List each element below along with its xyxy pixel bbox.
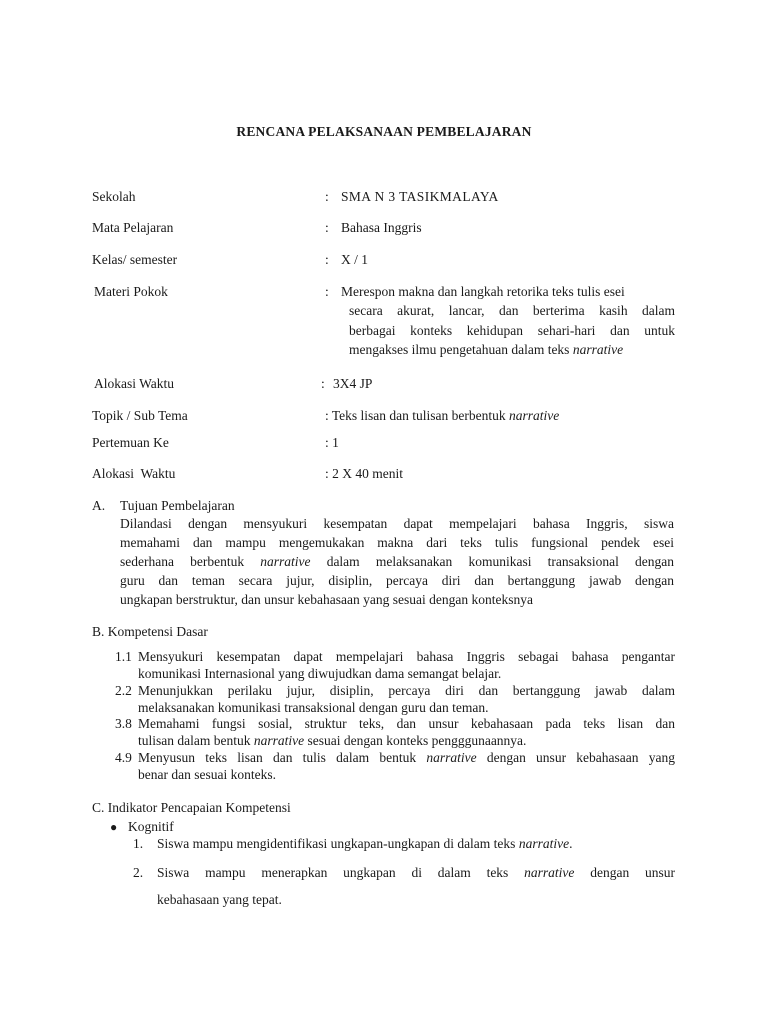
- value-sekolah: SMA N 3 TASIKMALAYA: [341, 189, 499, 204]
- kd-number: 3.8: [115, 716, 132, 731]
- document-title: RENCANA PELAKSANAAN PEMBELAJARAN: [236, 124, 532, 139]
- value-materi-line-2: secara akurat, lancar, dan berterima kasih dalam: [349, 303, 675, 318]
- section-a-line-5: ungkapan berstruktur, dan unsur kebahasaan yang sesuai dengan konteksnya: [120, 592, 533, 607]
- label-alokasi-waktu-1: Alokasi Waktu: [94, 376, 175, 391]
- label-pertemuan: Pertemuan Ke: [92, 435, 169, 450]
- section-b-heading: B. Kompetensi Dasar: [92, 624, 208, 639]
- materi-pokok-continuation: [349, 301, 675, 360]
- label-mata-pelajaran: Mata Pelajaran: [92, 220, 174, 235]
- section-a-line-2: memahami dan mampu mengemukakan makna dari teks tulis fungsional pendek esei: [120, 535, 674, 550]
- indicator-number: 2.: [133, 865, 144, 880]
- kd-number: 4.9: [115, 750, 132, 765]
- value-pertemuan: : 1: [325, 435, 339, 450]
- colon-materi-pokok: :: [325, 284, 329, 299]
- colon-kelas: :: [325, 252, 329, 267]
- value-materi-line-4: mengakses ilmu pengetahuan dalam teks narrative: [349, 342, 624, 357]
- indicator-text: Siswa mampu menerapkan ungkapan di dalam teks narrative dengan unsur kebahasaan yang tepat.: [157, 865, 676, 907]
- label-alokasi-waktu-2: Alokasi Waktu: [92, 466, 176, 481]
- label-topik: Topik / Sub Tema: [92, 408, 188, 423]
- bullet-label: Kognitif: [128, 819, 174, 834]
- indicator-number: 1.: [133, 836, 144, 851]
- label-sekolah: Sekolah: [92, 189, 136, 204]
- colon-mata-pelajaran: :: [325, 220, 329, 235]
- section-a-line-1: Dilandasi dengan mensyukuri kesempatan dapat mempelajari bahasa Inggris, siswa: [120, 516, 674, 531]
- kd-text: Memahami fungsi sosial, struktur teks, dan unsur kebahasaan pada teks lisan dan tulisan dalam bentuk narrative sesuai dengan konteks pengggunaannya.: [138, 716, 675, 748]
- kd-text: Menyusun teks lisan dan tulis dalam bentuk narrative dengan unsur kebahasaan yang benar dan sesuai konteks.: [138, 750, 675, 782]
- kd-number: 2.2: [115, 683, 132, 698]
- value-topik: : Teks lisan dan tulisan berbentuk narrative: [325, 408, 560, 423]
- section-c-heading: C. Indikator Pencapaian Kompetensi: [92, 800, 291, 815]
- value-kelas: X / 1: [341, 252, 368, 267]
- kd-number: 1.1: [115, 649, 132, 664]
- label-materi-pokok: Materi Pokok: [94, 284, 168, 299]
- indicator-text: Siswa mampu mengidentifikasi ungkapan-ungkapan di dalam teks narrative.: [157, 836, 573, 851]
- kd-text: Mensyukuri kesempatan dapat mempelajari bahasa Inggris sebagai bahasa pengantar komunikasi Internasional yang diwujudkan dama semangat belajar.: [138, 649, 675, 681]
- colon-alokasi-waktu-1: :: [321, 376, 325, 391]
- italic-narrative: narrative: [572, 342, 624, 357]
- section-a-paragraph: [120, 514, 674, 609]
- colon-sekolah: :: [325, 189, 329, 204]
- value-materi-line-1: Merespon makna dan langkah retorika teks tulis esei: [341, 284, 625, 299]
- section-a-number: A.: [92, 498, 106, 513]
- section-a-heading: [92, 496, 235, 515]
- section-a-line-3: sederhana berbentuk narrative dalam melaksanakan komunikasi transaksional dengan: [120, 554, 674, 569]
- label-kelas: Kelas/ semester: [92, 252, 178, 267]
- value-alokasi-waktu-1: 3X4 JP: [333, 376, 373, 391]
- value-mata-pelajaran: Bahasa Inggris: [341, 220, 422, 235]
- section-a-line-4: guru dan teman secara jujur, disiplin, percaya diri dan bertanggung jawab dengan: [120, 573, 674, 588]
- value-materi-line-3: berbagai konteks kehidupan sehari-hari dan untuk: [349, 322, 675, 338]
- bullet-dot-icon: ●: [110, 820, 118, 834]
- section-a-title: Tujuan Pembelajaran: [120, 498, 235, 513]
- kd-text: Menunjukkan perilaku jujur, disiplin, percaya diri dan bertanggung jawab dalam melaksanakan komunikasi transaksional dengan guru dan teman.: [138, 683, 675, 715]
- value-alokasi-waktu-2: : 2 X 40 menit: [325, 466, 403, 481]
